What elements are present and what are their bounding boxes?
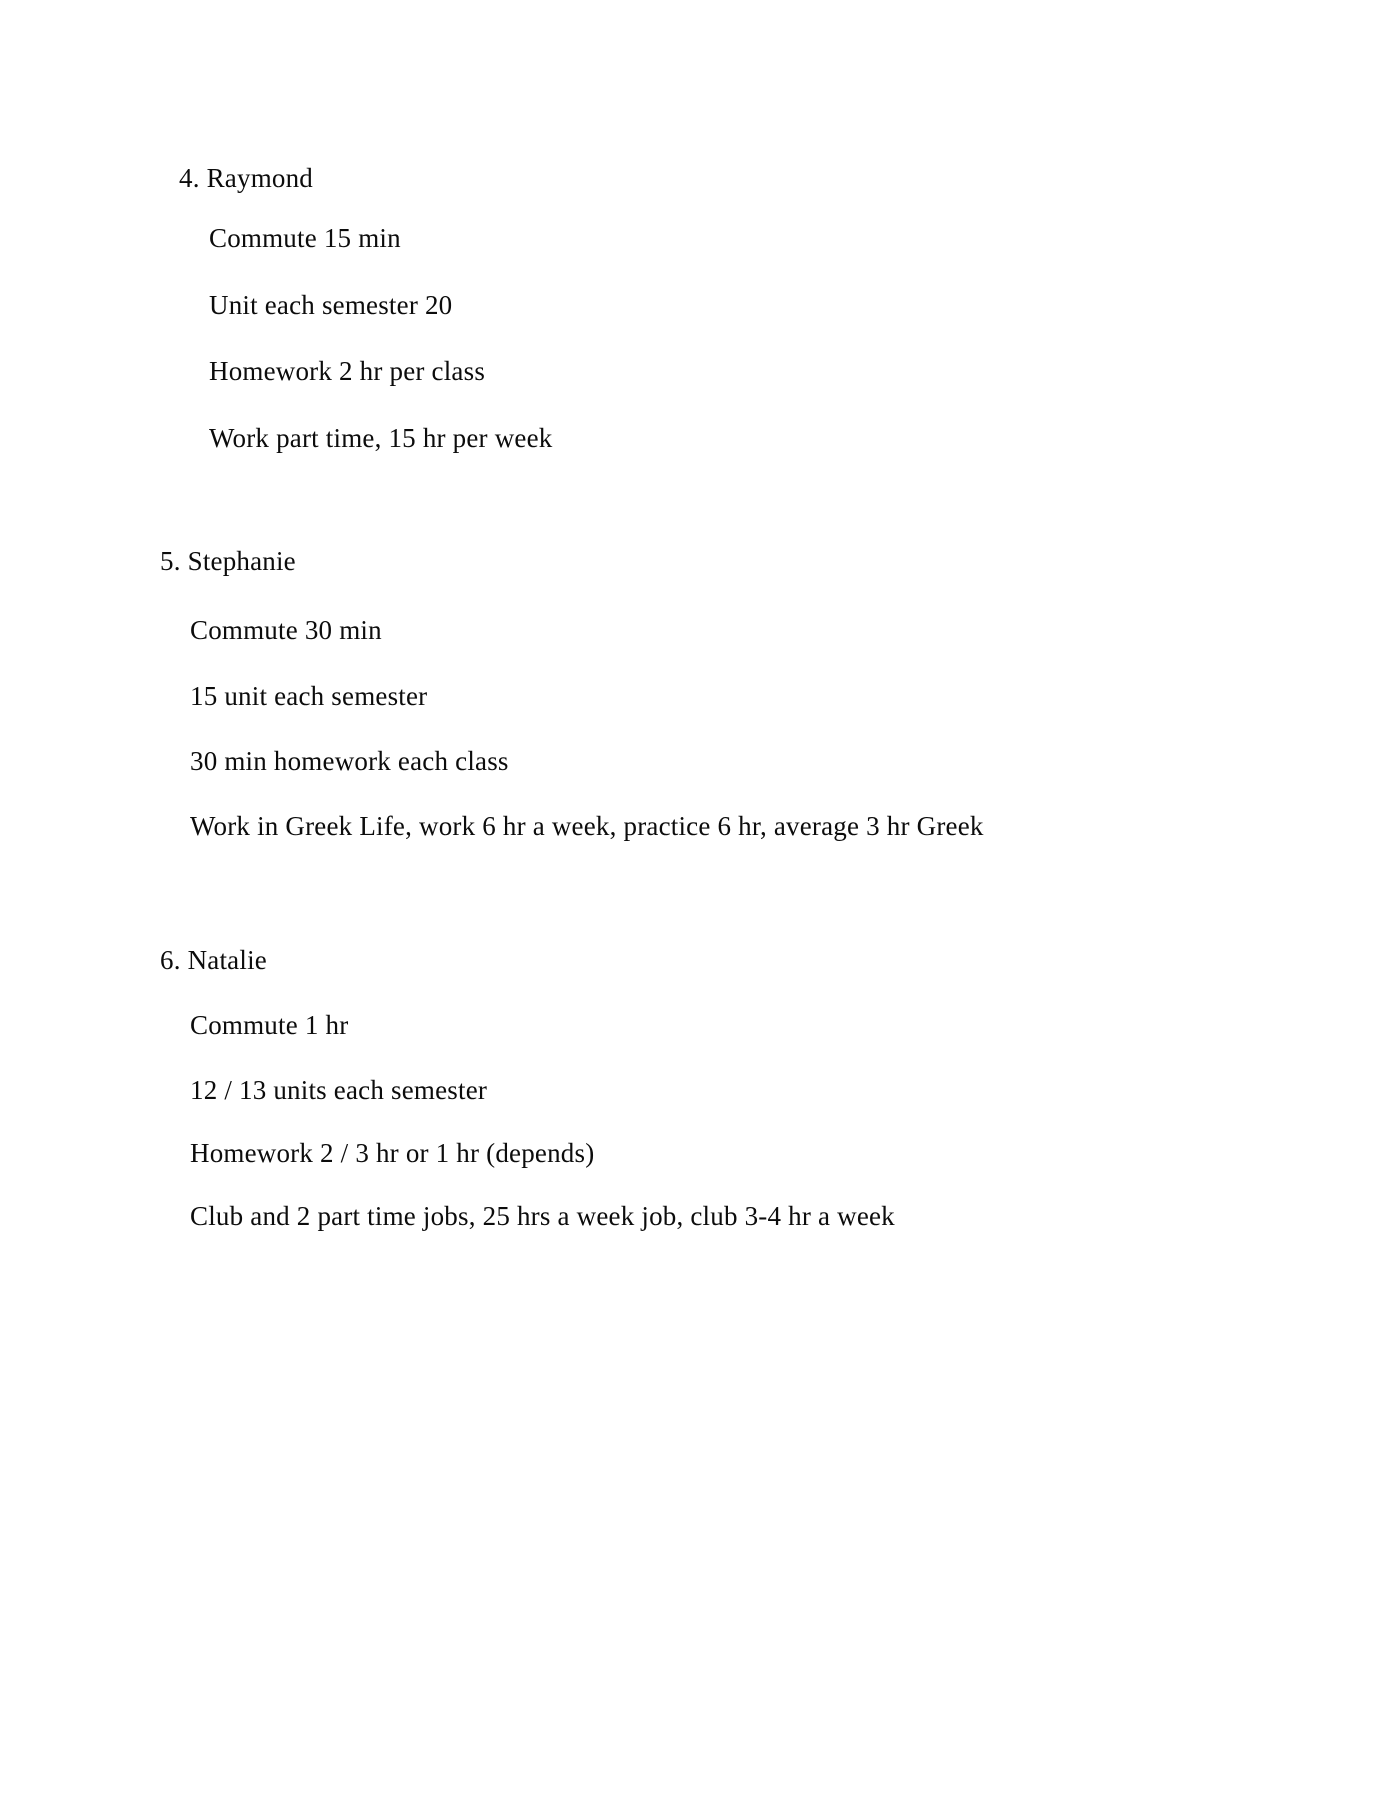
entry-detail-line: Unit each semester 20 bbox=[209, 290, 453, 320]
entry-detail-line: Commute 15 min bbox=[209, 223, 401, 253]
entry-detail-line: Work part time, 15 hr per week bbox=[209, 423, 553, 453]
entry-detail-line: Homework 2 / 3 hr or 1 hr (depends) bbox=[190, 1138, 595, 1168]
entry-heading: 5. Stephanie bbox=[160, 546, 296, 576]
entry-detail-line: Commute 1 hr bbox=[190, 1010, 349, 1040]
entry-detail-line: Work in Greek Life, work 6 hr a week, practice 6 hr, average 3 hr Greek bbox=[190, 811, 984, 841]
entry-detail-line: 15 unit each semester bbox=[190, 681, 428, 711]
entry-detail-line: Homework 2 hr per class bbox=[209, 356, 486, 386]
entry-detail-line: Commute 30 min bbox=[190, 615, 382, 645]
entry-heading: 4. Raymond bbox=[179, 163, 313, 193]
entry-detail-line: 30 min homework each class bbox=[190, 746, 509, 776]
entry-detail-line: 12 / 13 units each semester bbox=[190, 1075, 488, 1105]
entry-detail-line: Club and 2 part time jobs, 25 hrs a week job, club 3-4 hr a week bbox=[190, 1201, 895, 1231]
entry-heading: 6. Natalie bbox=[160, 945, 267, 975]
